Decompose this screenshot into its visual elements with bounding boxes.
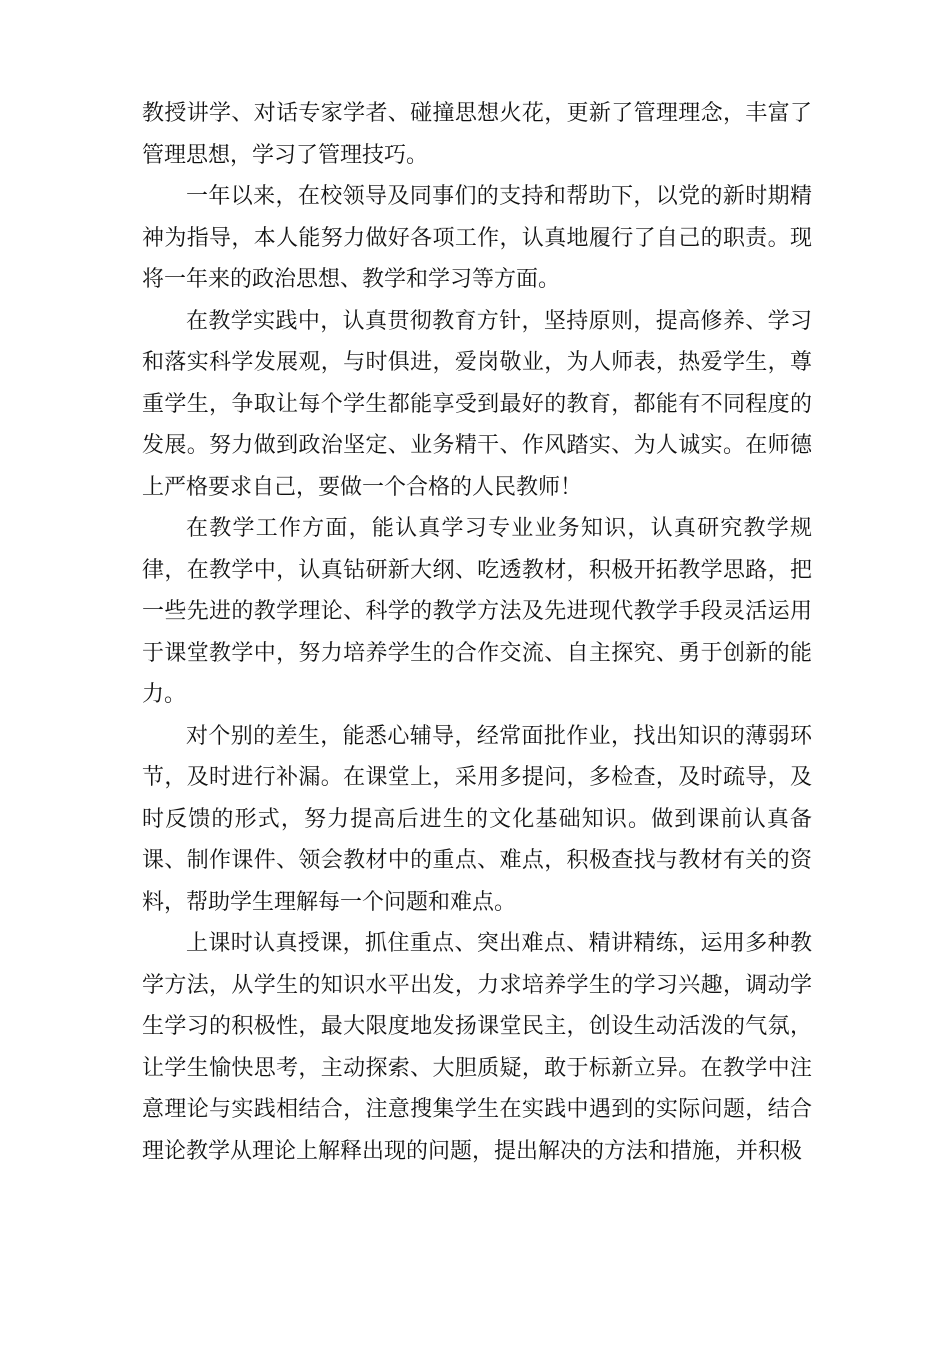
document-body bbox=[142, 93, 812, 1172]
paragraph-2: 一年以来，在校领导及同事们的支持和帮助下，以党的新时期精神为指导，本人能努力做好各项工作，认真地履行了自己的职责。现将一年来的政治思想、教学和学习等方面。 bbox=[142, 184, 812, 292]
paragraph-5: 对个别的差生，能悉心辅导，经常面批作业，找出知识的薄弱环节，及时进行补漏。在课堂上，采用多提问，多检查，及时疏导，及时反馈的形式，努力提高后进生的文化基础知识。做到课前认真备课、制作课件、领会教材中的重点、难点，积极查找与教材有关的资料，帮助学生理解每一个问题和难点。 bbox=[142, 723, 812, 915]
paragraph-3: 在教学实践中，认真贯彻教育方针，坚持原则，提高修养、学习和落实科学发展观，与时俱进，爱岗敬业，为人师表，热爱学生，尊重学生，争取让每个学生都能享受到最好的教育，都能有不同程度的发展。努力做到政治坚定、业务精干、作风踏实、为人诚实。在师德上严格要求自己，要做一个合格的人民教师！ bbox=[142, 308, 812, 500]
paragraph-1: 教授讲学、对话专家学者、碰撞思想火花，更新了管理理念，丰富了管理思想，学习了管理技巧。 bbox=[142, 101, 812, 168]
paragraph-6: 上课时认真授课，抓住重点、突出难点、精讲精练，运用多种教学方法，从学生的知识水平出发，力求培养学生的学习兴趣，调动学生学习的积极性，最大限度地发扬课堂民主，创设生动活泼的气氛，让学生愉快思考，主动探索、大胆质疑，敢于标新立异。在教学中注意理论与实践相结合，注意搜集学生在实践中遇到的实际问题，结合理论教学从理论上解释出现的问题，提出解决的方法和措施，并积极 bbox=[142, 931, 812, 1164]
paragraph-4: 在教学工作方面，能认真学习专业业务知识，认真研究教学规律，在教学中，认真钻研新大纲、吃透教材，积极开拓教学思路，把一些先进的教学理论、科学的教学方法及先进现代教学手段灵活运用于课堂教学中，努力培养学生的合作交流、自主探究、勇于创新的能力。 bbox=[142, 516, 812, 707]
